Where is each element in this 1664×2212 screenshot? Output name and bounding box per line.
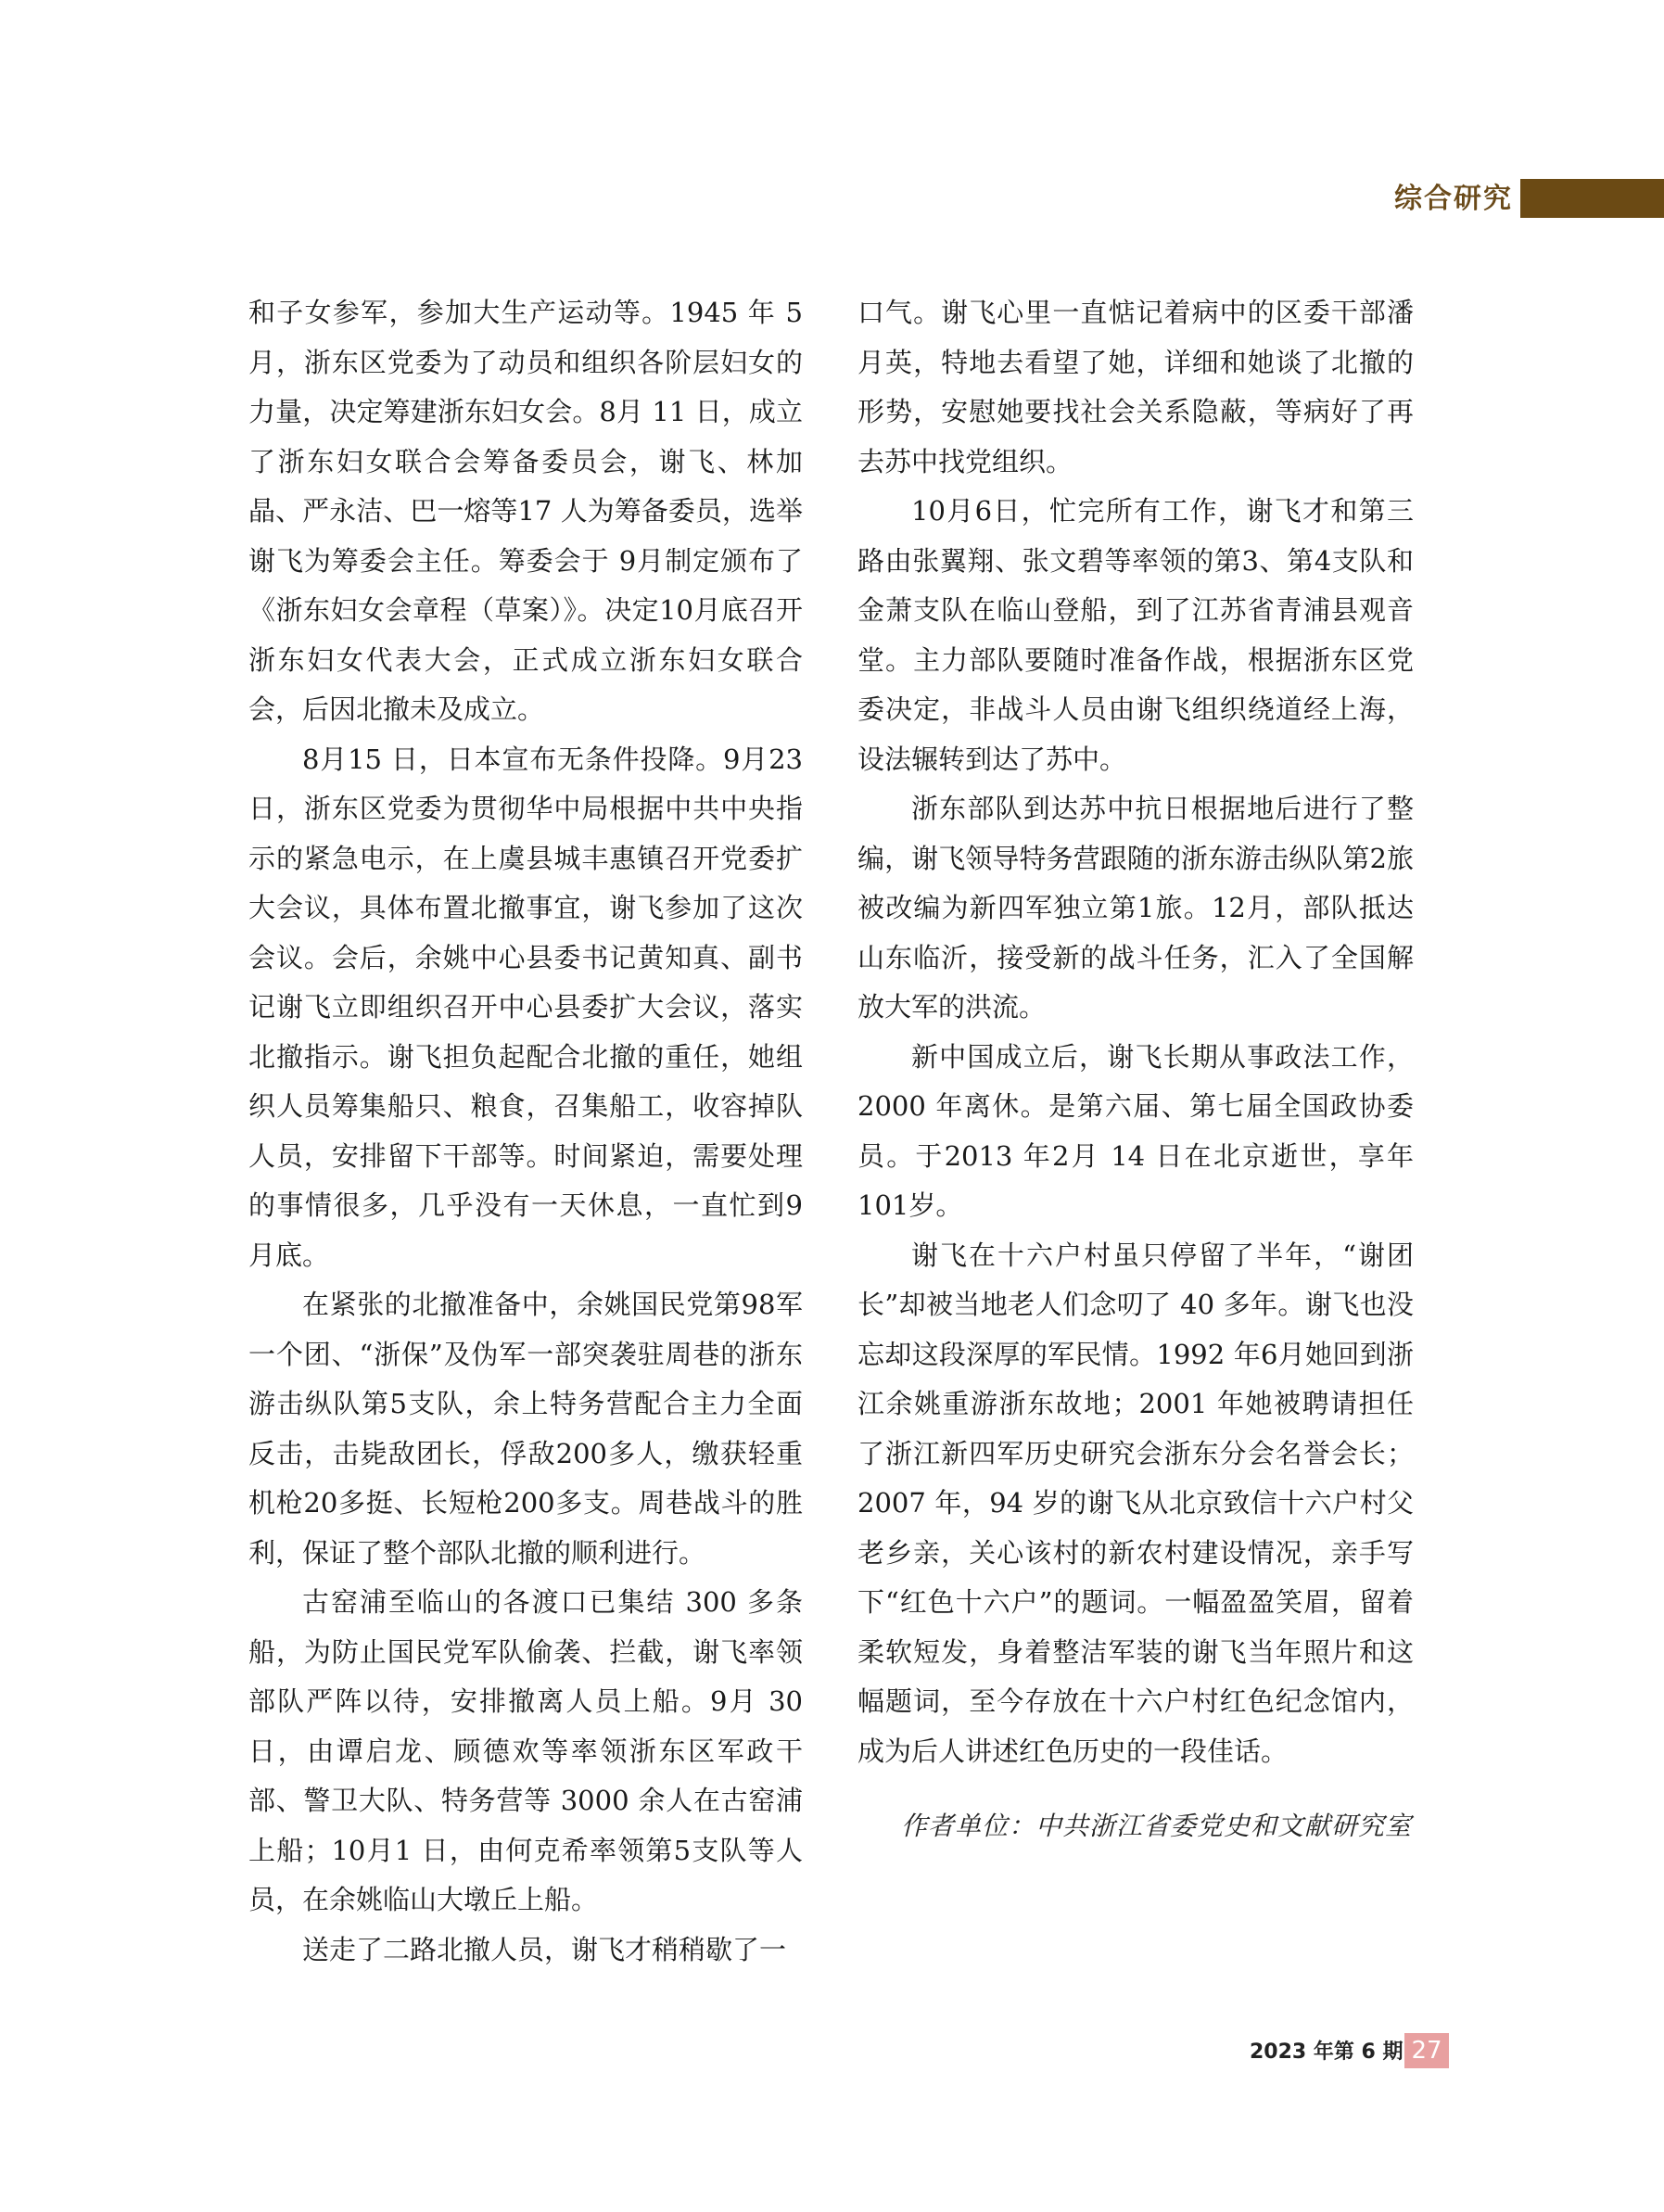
paragraph: 送走了二路北撤人员，谢飞才稍稍歇了一	[302, 1933, 787, 1965]
author-affiliation: 作者单位：中共浙江省委党史和文献研究室	[900, 1811, 1412, 1841]
section-title-bar	[1520, 179, 1664, 218]
section-title: 综合研究	[1394, 183, 1513, 215]
paragraph: 古窑浦至临山的各渡口已集结 300 多条船，为防止国民党军队偷袭、拦截，谢飞率领部队严阵以待，安排撤离人员上船。9月 30 日，由谭启龙、顾德欢等率领浙东区军政干部、警卫大队、特务营等 3000 余人在古窑浦上船；10月1 日，由何克希率领第5支队等人员，在余姚临山大墩丘上船。	[248, 1586, 803, 1915]
right-column	[857, 288, 1414, 1776]
paragraph: 10月6日，忙完所有工作，谢飞才和第三路由张翼翔、张文碧等率领的第3、第4支队和金萧支队在临山登船，到了江苏省青浦县观音堂。主力部队要随时准备作战，根据浙东区党委决定，非战斗人员由谢飞组织绕道经上海，设法辗转到达了苏中。	[857, 495, 1414, 775]
paragraph: 口气。谢飞心里一直惦记着病中的区委干部潘月英，特地去看望了她，详细和她谈了北撤的形势，安慰她要找社会关系隐蔽，等病好了再去苏中找党组织。	[857, 297, 1414, 477]
paragraph: 和子女参军，参加大生产运动等。1945 年 5 月，浙东区党委为了动员和组织各阶层妇女的力量，决定筹建浙东妇女会。8月 11 日，成立了浙东妇女联合会筹备委员会，谢飞、林加晶、严永洁、巴一熔等17 人为筹备委员，选举谢飞为筹委会主任。筹委会于 9月制定颁布了《浙东妇女会章程（草案）》。决定10月底召开浙东妇女代表大会，正式成立浙东妇女联合会，后因北撤未及成立。	[248, 297, 803, 725]
paragraph: 在紧张的北撤准备中，余姚国民党第98军一个团、“浙保”及伪军一部突袭驻周巷的浙东游击纵队第5支队，余上特务营配合主力全面反击，击毙敌团长，俘敌200多人，缴获轻重机枪20多挺、长短枪200多支。周巷战斗的胜利，保证了整个部队北撤的顺利进行。	[248, 1289, 803, 1569]
issue-label: 2023 年第 6 期	[1250, 2040, 1404, 2064]
paragraph: 新中国成立后，谢飞长期从事政法工作，2000 年离休。是第六届、第七届全国政协委员。于2013 年2月 14 日在北京逝世，享年101岁。	[857, 1040, 1414, 1221]
paragraph: 浙东部队到达苏中抗日根据地后进行了整编，谢飞领导特务营跟随的浙东游击纵队第2旅被改编为新四军独立第1旅。12月，部队抵达山东临沂，接受新的战斗任务，汇入了全国解放大军的洪流。	[857, 793, 1414, 1023]
page-number: 27	[1404, 2033, 1449, 2068]
paragraph: 谢飞在十六户村虽只停留了半年，“谢团长”却被当地老人们念叨了 40 多年。谢飞也没忘却这段深厚的军民情。1992 年6月她回到浙江余姚重游浙东故地；2001 年她被聘请担任了浙江新四军历史研究会浙东分会名誉会长；2007 年，94 岁的谢飞从北京致信十六户村父老乡亲，关心该村的新农村建设情况，亲手写下“红色十六户”的题词。一幅盈盈笑眉，留着柔软短发，身着整洁军装的谢飞当年照片和这幅题词，至今存放在十六户村红色纪念馆内，成为后人讲述红色历史的一段佳话。	[857, 1239, 1414, 1767]
paragraph: 8月15 日，日本宣布无条件投降。9月23日，浙东区党委为贯彻华中局根据中共中央指示的紧急电示，在上虞县城丰惠镇召开党委扩大会议，具体布置北撤事宜，谢飞参加了这次会议。会后，余姚中心县委书记黄知真、副书记谢飞立即组织召开中心县委扩大会议，落实北撤指示。谢飞担负起配合北撤的重任，她组织人员筹集船只、粮食，召集船工，收容掉队人员，安排留下干部等。时间紧迫，需要处理的事情很多，几乎没有一天休息，一直忙到9月底。	[248, 743, 803, 1271]
left-column	[248, 288, 803, 1975]
